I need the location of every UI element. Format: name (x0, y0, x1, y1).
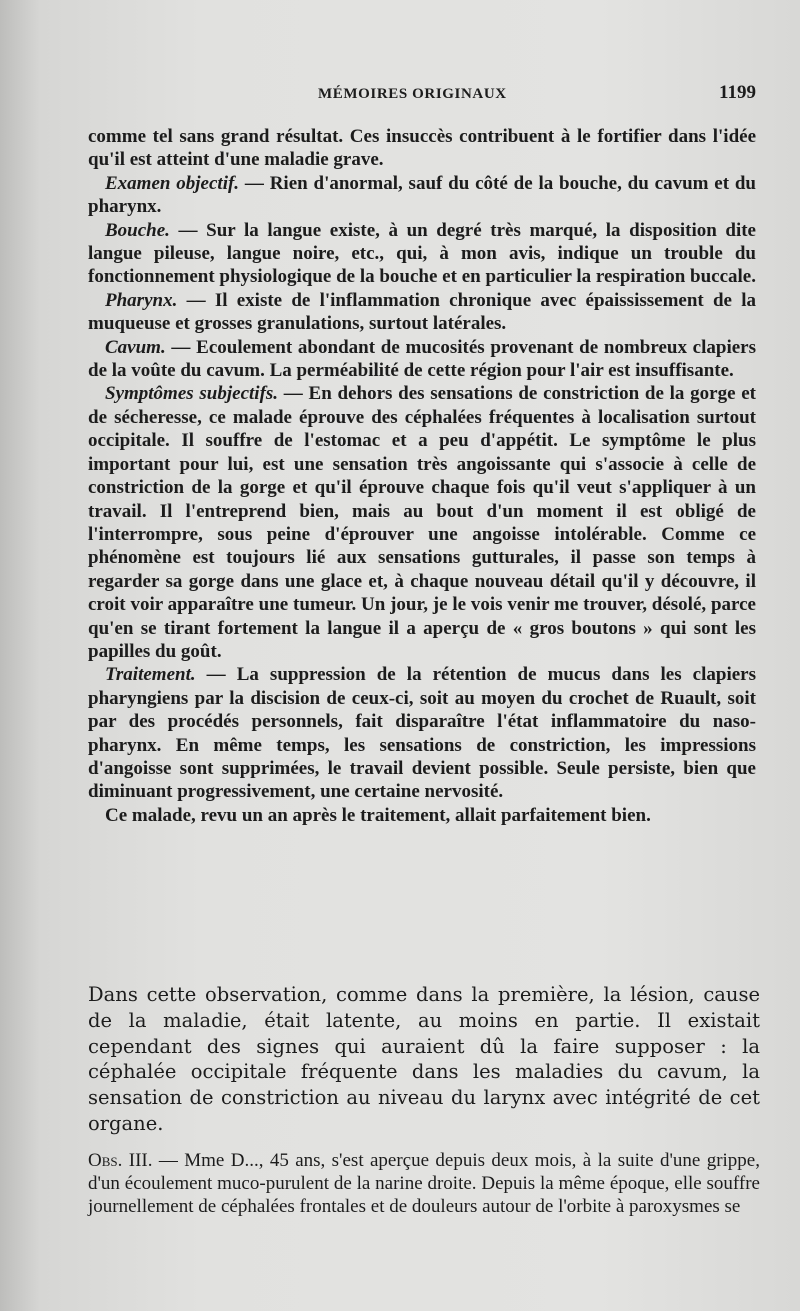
pharynx-label: Pharynx. (105, 289, 178, 311)
conclusion-paragraph: Ce malade, revu un an après le traitement, allait parfaitement bien. (105, 804, 651, 826)
traitement-paragraph (88, 663, 756, 803)
traitement-text: — La suppression de la rétention de mucus dans les clapiers pharyngiens par la discision de ceux-ci, soit au moyen du crochet de Ruault, soit par des procédés personnels, fait disparaître l'état inflammatoire du naso-pharynx. En même temps, les sensations de constriction, les impressions d'angoisse sont supprimées, le travail devient possible. Seule persiste, bien que diminuant progressivement, une certaine nervosité. (88, 664, 756, 803)
observation-section (88, 125, 756, 827)
symptomes-text: — En dehors des sensations de constriction de la gorge et de sécheresse, ce malade éprouve des céphalées fréquentes à localisation surtout occipitale. Il souffre de l'estomac et a peu d'appétit. Le symptôme le plus important pour lui, est une sensation très angoissante qui s'associe à celle de constriction de la gorge et qu'il éprouve chaque fois qu'il veut s'appliquer à un travail. Il l'entreprend bien, mais au bout d'un moment il est obligé de l'interrompre, sous peine d'éprouver une angoisse intolérable. Comme ce phénomène est toujours lié aux sensations gutturales, il passe son temps à regarder sa gorge dans une glace et, à chaque nouveau détail qu'il y découvre, il croit voir apparaître une tumeur. Un jour, je le vois venir me trouver, désolé, parce qu'en se tirant fortement la langue il a aperçu de « gros boutons » qui sont les papilles du goût. (88, 383, 756, 662)
symptomes-paragraph (88, 382, 756, 663)
intro-paragraph: comme tel sans grand résultat. Ces insuccès contribuent à le fortifier dans l'idée qu'il est atteint d'une maladie grave. (88, 126, 756, 171)
cavum-paragraph (88, 336, 756, 383)
running-title: MÉMOIRES ORIGINAUX (318, 86, 507, 102)
bouche-text: — Sur la langue existe, à un degré très marqué, la disposition dite langue pileuse, langue noire, etc., qui, à mon avis, indique un trouble du fonctionnement physiologique de la bouche et en particulier la respiration buccale. (88, 219, 756, 288)
observation-3-label: Obs. III. (88, 1150, 153, 1171)
pharynx-paragraph (88, 289, 756, 336)
page-header (88, 82, 756, 112)
bouche-label: Bouche. (105, 219, 170, 241)
discussion-paragraph: Dans cette observation, comme dans la première, la lésion, cause de la maladie, était latente, au moins en partie. Il existait cependant des signes qui auraient dû la faire supposer : la céphalée occipitale fréquente dans les maladies du cavum, la sensation de constriction au niveau du larynx avec intégrité de cet organe. (88, 983, 760, 1135)
symptomes-label: Symptômes subjectifs. (105, 383, 279, 405)
observation-3-paragraph (88, 1150, 760, 1218)
traitement-label: Traitement. (105, 664, 196, 686)
examen-text: — Rien d'anormal, sauf du côté de la bouche, du cavum et du pharynx. (88, 172, 756, 218)
examen-paragraph (88, 172, 756, 219)
cavum-label: Cavum. (105, 336, 166, 358)
examen-label: Examen objectif. (105, 172, 240, 194)
bouche-paragraph (88, 219, 756, 289)
page-number: 1199 (719, 82, 756, 103)
pharynx-text: — Il existe de l'inflammation chronique avec épaississement de la muqueuse et grosses granulations, surtout latérales. (88, 289, 756, 335)
cavum-text: — Ecoulement abondant de mucosités provenant de nombreux clapiers de la voûte du cavum. La perméabilité de cette région pour l'air est insuffisante. (88, 336, 756, 382)
observation-3-text: — Mme D..., 45 ans, s'est aperçue depuis deux mois, à la suite d'une grippe, d'un écoulement muco-purulent de la narine droite. Depuis la même époque, elle souffre journellement de céphalées frontales et de douleurs autour de l'orbite à paroxysmes se (88, 1150, 760, 1217)
